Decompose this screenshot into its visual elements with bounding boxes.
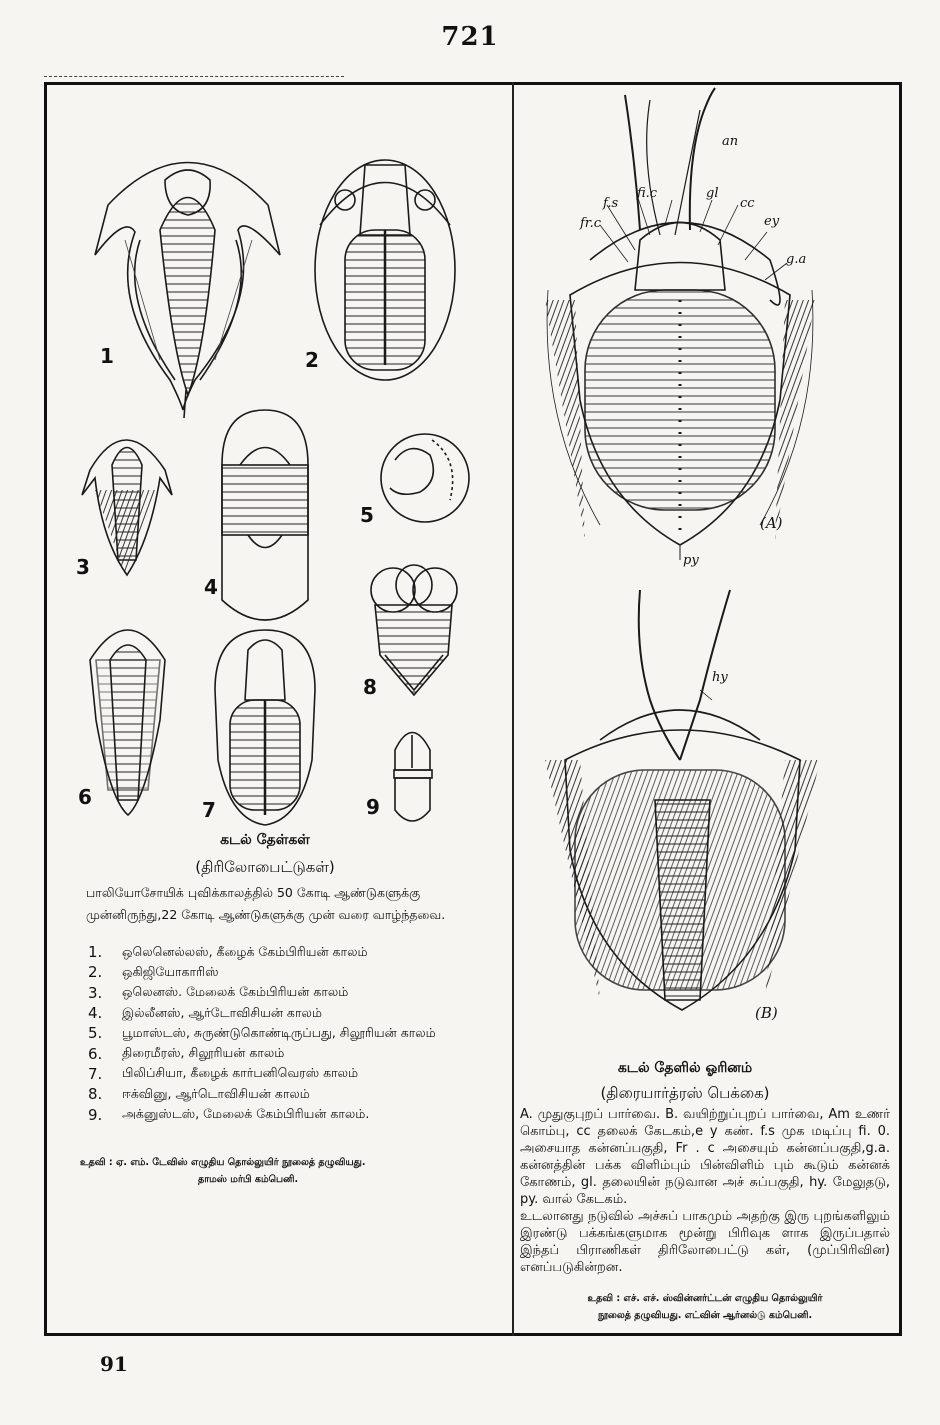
list-item (88, 1023, 508, 1043)
right-credit (525, 1290, 885, 1324)
list-item (88, 1104, 508, 1124)
list-item (88, 1043, 508, 1063)
list-item-text: ஒலெனெல்லஸ், கீழைக் கேம்பிரியன் காலம் (122, 943, 368, 959)
list-item-number: 4. (88, 1004, 103, 1023)
left-caption (150, 832, 380, 878)
label-hy: hy (712, 670, 728, 685)
list-item-text: ஈக்வினு, ஆர்டொவிசியன் காலம் (122, 1085, 310, 1101)
figure-number-6: 6 (78, 785, 92, 809)
page-number-top: 721 (441, 22, 499, 52)
list-item (88, 1084, 508, 1104)
list-item (88, 942, 508, 962)
figure-number-2: 2 (305, 348, 319, 372)
label-ga: g.a (786, 252, 807, 267)
list-item-number: 3. (88, 983, 103, 1002)
list-item-text: இல்லீனஸ், ஆர்டோவிசியன் காலம் (122, 1004, 322, 1020)
figure-number-1: 1 (100, 344, 114, 368)
trilobite-drawing-9 (394, 733, 432, 822)
label-gl: gl (706, 186, 719, 201)
list-item-number: 6. (88, 1044, 103, 1063)
list-item-number: 7. (88, 1064, 103, 1083)
right-credit-line-2: நூலைத் தழுவியது. எட்வின் ஆர்னல்டு கம்பெனி. (597, 1310, 813, 1321)
trilobite-drawing-7 (215, 630, 315, 825)
label-B: (B) (755, 1004, 778, 1022)
figure-number-4: 4 (204, 575, 218, 599)
trilobite-drawing-8 (371, 565, 457, 695)
list-item (88, 1003, 508, 1023)
list-item-text: பூமாஸ்டஸ், சுருண்டுகொண்டிருப்பது, சிலூரியன் காலம் (122, 1024, 436, 1040)
right-credit-line-1: உதவி : எச். எச். ஸ்வின்னர்ட்டன் எழுதிய தொல்லுயிர் (587, 1293, 823, 1304)
label-frc: fr.c (580, 216, 602, 231)
trilobite-drawing-2 (315, 160, 455, 380)
label-ey: ey (764, 214, 780, 229)
label-py: py (683, 553, 699, 568)
figure-number-8: 8 (363, 675, 377, 699)
left-credit-line-1: உதவி : ஏ. எம். டேவிஸ் எழுதிய தொல்லுயிர் நூலைத் தழுவியது. (80, 1157, 366, 1168)
right-description-para-2: உடலானது நடுவில் அச்சுப் பாகமும் அதற்கு இரு புறங்களிலும் இரண்டு பக்கங்களுமாக மூன்று பிரிவுக ளாக இருப்பதால் இந்தப் பிராணிகள் திரிலோபைட்டு கள், (முப்பிரிவின) எனப்படுகின்றன. (520, 1209, 890, 1275)
list-item-number: 5. (88, 1024, 103, 1043)
list-item-number: 2. (88, 963, 103, 982)
trilobite-drawing-3 (82, 440, 172, 575)
species-list (88, 942, 508, 1125)
label-cc: cc (740, 196, 755, 211)
label-A: (A) (760, 514, 783, 532)
left-intro-text: பாலியோசோயிக் புவிக்காலத்தில் 50 கோடி ஆண்டுகளுக்கு முன்னிருந்து,22 கோடி ஆண்டுகளுக்கு முன் வரை வாழ்ந்தவை. (86, 885, 446, 922)
list-item-text: ஒகிஜியோகாரிஸ் (122, 963, 219, 979)
left-credit (80, 1154, 500, 1188)
list-item-text: ஒலெனஸ். மேலைக் கேம்பிரியன் காலம் (122, 984, 349, 1000)
list-item-text: அக்னுஸ்டஸ், மேலைக் கேம்பிரியன் காலம். (122, 1106, 370, 1122)
list-item-text: பிலிப்சியா, கீழைக் கார்பனிவெரஸ் காலம் (122, 1065, 359, 1081)
trilobite-drawing-4 (222, 410, 308, 620)
right-caption (560, 1060, 810, 1104)
list-item-number: 8. (88, 1085, 103, 1104)
trilobite-drawing-5 (381, 434, 469, 522)
list-item-number: 1. (88, 943, 103, 962)
list-item-number: 9. (88, 1105, 103, 1124)
trilobite-drawing-A (545, 88, 815, 560)
left-caption-subtitle: (திரிலோபைட்டுகள்) (195, 858, 335, 876)
label-fs: f.s (603, 196, 619, 211)
trilobite-drawing-6 (90, 630, 165, 815)
figure-number-7: 7 (202, 798, 216, 822)
right-description-para-1: A. முதுகுபுறப் பார்வை. B. வயிற்றுப்புறப் பார்வை, Am உணர் கொம்பு, cc தலைக் கேடகம்,e y கண். f.s முக மடிப்பு fi. 0. அசையாத கன்னப்பகுதி, Fr . c அசையும் கன்னப்பகுதி,g.a. கன்னத்தின் பக்க விளிம்பும் பின்விளிம் பும் கூடும் கன்னக் கோணம், gl. தலையின் நடுவான அச் சுப்பகுதி, hy. மேலுதடு, py. வால் கேடகம். (520, 1107, 890, 1207)
right-caption-title: கடல் தேளில் ஓரினம் (617, 1060, 753, 1076)
figure-number-9: 9 (366, 795, 380, 819)
figure-number-3: 3 (76, 555, 90, 579)
list-item (88, 962, 508, 982)
figure-number-5: 5 (360, 503, 374, 527)
trilobite-drawing-B (545, 590, 820, 1010)
page-number-bottom: 91 (100, 1352, 128, 1376)
list-item-text: திரைமீரஸ், சிலூரியன் காலம் (122, 1045, 285, 1061)
list-item (88, 1064, 508, 1084)
left-credit-line-2: தாமஸ் மர்பி கம்பெனி. (198, 1174, 299, 1185)
list-item (88, 983, 508, 1003)
left-caption-title: கடல் தேள்கள் (220, 832, 310, 848)
right-description (520, 1106, 890, 1276)
trilobite-drawing-1 (95, 163, 280, 419)
right-caption-subtitle: (திரையார்த்ரஸ் பெக்கை) (600, 1084, 770, 1102)
label-an: an (722, 134, 739, 149)
label-fic: fi.c (637, 186, 658, 201)
